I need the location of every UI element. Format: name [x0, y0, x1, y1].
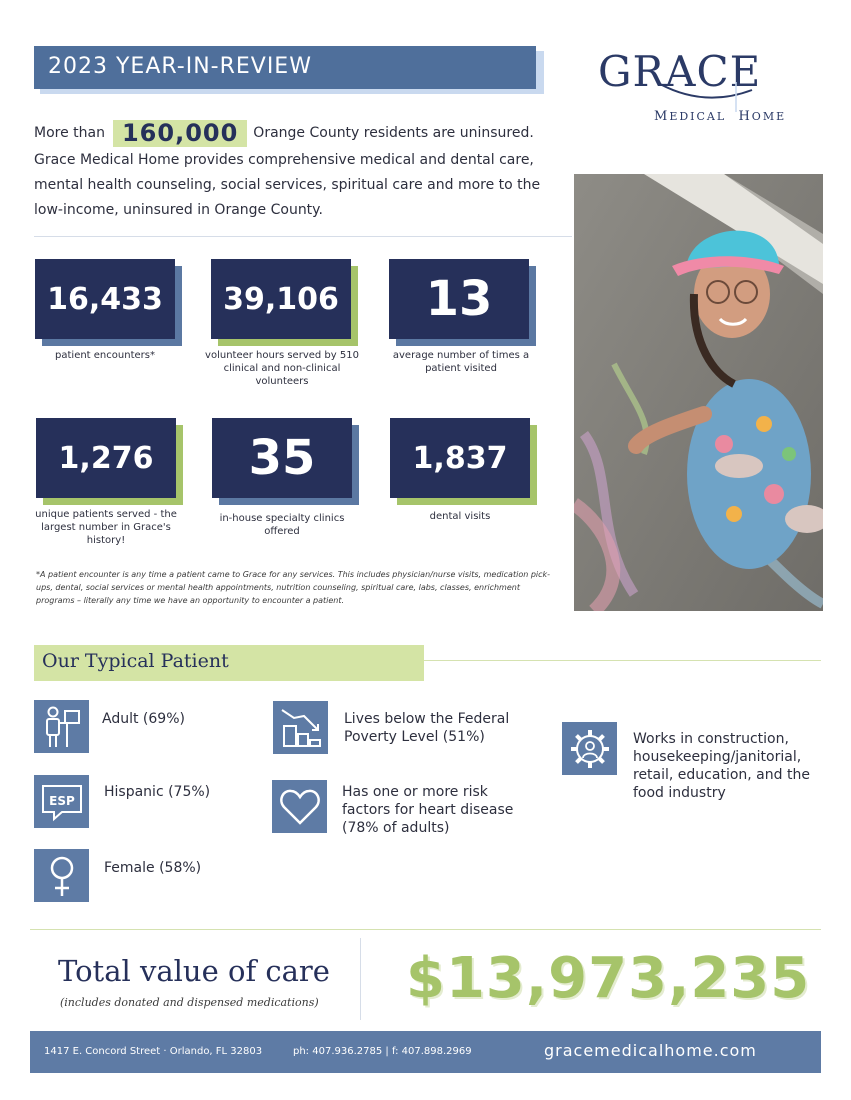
- stat-patient-encounters-label: patient encounters*: [55, 350, 155, 361]
- patient-hispanic-text: Hispanic (75%): [104, 784, 211, 800]
- esp-icon: [34, 775, 89, 828]
- section-title: Our Typical Patient: [42, 650, 229, 672]
- stat-dental-visits-label: dental visits: [429, 511, 491, 522]
- stat-unique-patients: 1,276: [36, 418, 176, 498]
- uninsured-count-highlight: 160,000: [113, 120, 247, 147]
- stat-specialty-clinics-label: in-house specialty clinics offered: [219, 513, 345, 537]
- stat-average-visits: 13: [389, 259, 529, 339]
- gear-worker-icon: [562, 722, 617, 775]
- stat-volunteer-hours-label: volunteer hours served by 510 clinical and non-clinical volunteers: [205, 350, 359, 387]
- child-with-chalk-photo: [574, 174, 823, 611]
- stat-volunteer-hours: 39,106: [211, 259, 351, 339]
- page-title: 2023 YEAR-IN-REVIEW: [48, 54, 312, 79]
- intro-suffix: Orange County residents are uninsured.: [253, 124, 534, 141]
- female-icon: [34, 849, 89, 902]
- vertical-divider: [360, 938, 361, 1020]
- logo-swoosh-icon: [600, 82, 760, 112]
- intro-body: Grace Medical Home provides comprehensive medical and dental care, mental health counseling, social services, spiritual care and more to the low-income, uninsured in Orange County.: [34, 152, 541, 218]
- stat-patient-encounters: 16,433: [35, 259, 175, 339]
- divider: [30, 929, 821, 930]
- svg-text:ESP: ESP: [48, 793, 75, 808]
- divider: [34, 236, 572, 237]
- intro-paragraph: [34, 118, 554, 223]
- patient-female-text: Female (58%): [104, 860, 202, 876]
- stat-unique-patients-label: unique patients served - the largest number in Grace's history!: [35, 509, 177, 546]
- patient-occupation-text: Works in construction, housekeeping/janitorial, retail, education, and the food industry: [633, 731, 810, 801]
- logo-subtitle: MEDICAL HOME: [654, 109, 787, 124]
- heart-icon: [272, 780, 327, 833]
- stat-dental-visits: 1,837: [390, 418, 530, 498]
- stat-average-visits-label: average number of times a patient visited: [392, 350, 530, 374]
- patient-adult-text: Adult (69%): [102, 711, 185, 727]
- footer-phone: ph: 407.936.2785 | f: 407.898.2969: [293, 1046, 472, 1057]
- footnote: *A patient encounter is any time a patient came to Grace for any services. This includes physician/nurse visits, medication pick-ups, dental, social services or mental health appointments, nutrition counseling, spiritual care, labs, classes, enrichment programs – literally any time we have an opportunity to encounter a patient.: [36, 570, 551, 605]
- patient-heart-risk-text: Has one or more risk factors for heart disease (78% of adults): [342, 784, 514, 836]
- stat-specialty-clinics: 35: [212, 418, 352, 498]
- patient-poverty-text: Lives below the Federal Poverty Level (51%): [344, 711, 510, 745]
- logo-wordmark: GRACE: [598, 47, 762, 96]
- total-value-subtitle: (includes donated and dispensed medications): [60, 996, 319, 1009]
- total-value-amount: $13,973,235: [406, 946, 811, 1011]
- poverty-chart-icon: [273, 701, 328, 754]
- intro-prefix: More than: [34, 124, 105, 141]
- section-rule: [424, 660, 821, 661]
- adult-icon: [34, 700, 89, 753]
- footer-address: 1417 E. Concord Street · Orlando, FL 32803: [44, 1046, 263, 1057]
- total-value-title: Total value of care: [58, 954, 330, 988]
- footer-website-link[interactable]: gracemedicalhome.com: [544, 1041, 757, 1060]
